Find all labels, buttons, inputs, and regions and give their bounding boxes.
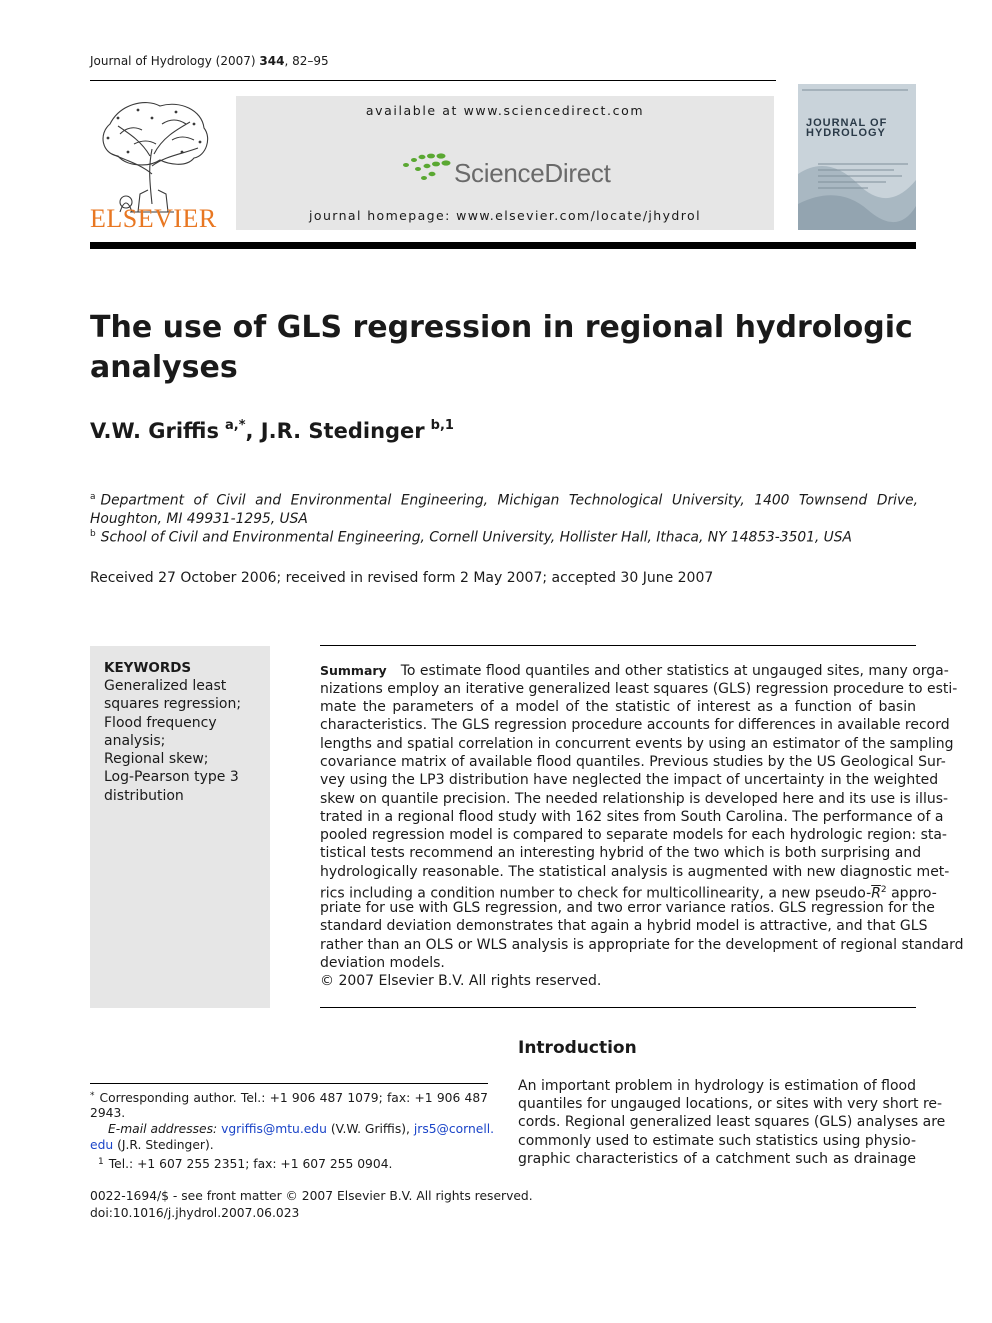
article-title: The use of GLS regression in regional hydrologic analyses (90, 310, 913, 385)
cover-artwork (798, 84, 916, 230)
abstract-line: characteristics. The GLS regression procedure accounts for differences in available record (320, 717, 950, 733)
footnote-corresponding-cont: 2943. (90, 1106, 126, 1120)
keyword-line: Generalized least (104, 678, 227, 694)
footnote-emails (90, 1121, 495, 1137)
introduction-line: quantiles for ungauged locations, or sites with very short re- (518, 1096, 943, 1112)
email-stedinger-owner: (J.R. Stedinger). (113, 1138, 214, 1152)
keyword-line: analysis; (104, 733, 166, 749)
footnote-star-mark: * (90, 1091, 95, 1101)
abstract-line: standard deviation demonstrates that again a hybrid model is attractive, and that GLS (320, 918, 928, 934)
cover-title-line2: HYDROLOGY (806, 127, 886, 139)
keyword-line: Flood frequency (104, 715, 217, 731)
affiliation-b-text: School of Civil and Environmental Engineering, Cornell University, Hollister Hall, Ithaca, NY 14853-3501, USA (100, 529, 852, 546)
pseudo-r-squared: $\overline{R}$ (871, 885, 881, 902)
abstract-line (320, 881, 937, 902)
keyword-line: squares regression; (104, 696, 242, 712)
keyword-line: Regional skew; (104, 751, 209, 767)
available-at-link[interactable]: available at www.sciencedirect.com (365, 103, 645, 118)
affiliation-b (90, 525, 918, 547)
journal-volume: 344 (259, 54, 285, 68)
sciencedirect-wordmark: ScienceDirect (454, 158, 611, 188)
pseudo-r-squared-exponent: 2 (880, 885, 887, 895)
keywords-heading: KEYWORDS (104, 660, 192, 676)
header-divider (90, 80, 776, 81)
header-thick-rule (90, 242, 916, 249)
introduction-line: commonly used to estimate such statistics using physio- (518, 1133, 916, 1149)
cover-journal-title (806, 118, 916, 138)
introduction-line: cords. Regional generalized least squares (GLS) analyses are (518, 1114, 946, 1130)
footnote-1 (90, 1154, 496, 1172)
affiliation-b-label: b (90, 529, 96, 539)
email-stedinger-link-cont[interactable]: edu (90, 1138, 114, 1152)
introduction-line: An important problem in hydrology is estimation of flood (518, 1078, 916, 1094)
footnote-1-text: Tel.: +1 607 255 2351; fax: +1 607 255 0904. (108, 1157, 393, 1171)
doi[interactable]: doi:10.1016/j.jhydrol.2007.06.023 (90, 1206, 300, 1220)
keyword-line: distribution (104, 788, 184, 804)
abstract-line-text: rics including a condition number to check for multicollinearity, a new pseudo- (320, 885, 872, 902)
abstract-line: lengths and spatial correlation in concurrent events by using an estimator of the sampling (320, 736, 954, 752)
footnote-corresponding-text: Corresponding author. Tel.: +1 906 487 1079; fax: +1 906 487 (99, 1091, 488, 1105)
affiliation-a (90, 488, 918, 528)
journal-name: Journal of Hydrology (2007) (90, 54, 260, 68)
cover-title-line1: JOURNAL OF (806, 117, 888, 129)
abstract-line-tail: appro- (886, 885, 937, 902)
abstract-line: mate the parameters of a model of the statistic of interest as a function of basin (320, 699, 916, 715)
email-griffis-owner: (V.W. Griffis), (326, 1122, 414, 1136)
author-list (90, 418, 454, 443)
introduction-heading: Introduction (518, 1038, 637, 1058)
footnote-1-mark: 1 (98, 1157, 104, 1167)
journal-pages: , 82–95 (284, 54, 329, 68)
introduction-line: graphic characteristics of a catchment such as drainage (518, 1151, 916, 1167)
email-griffis-link[interactable]: vgriffis@mtu.edu (221, 1122, 327, 1136)
journal-homepage-link[interactable]: journal homepage: www.elsevier.com/locate/jhydrol (309, 208, 701, 223)
email-stedinger-link[interactable]: jrs5@cornell. (413, 1122, 495, 1136)
abstract-line (320, 662, 949, 680)
abstract-line: covariance matrix of available flood quantiles. Previous studies by the US Geological Sur- (320, 754, 946, 770)
author-griffis[interactable]: V.W. Griffis (90, 419, 219, 443)
abstract-line: deviation models. (320, 955, 445, 971)
abstract-line: nizations employ an iterative generalized least squares (GLS) regression procedure to esti- (320, 681, 958, 697)
journal-reference (90, 54, 329, 68)
abstract-label: Summary (320, 663, 387, 678)
abstract-line: tistical tests recommend an interesting hybrid of the two which is both surprising and (320, 845, 922, 861)
author-griffis-affiliation-mark[interactable]: a,* (224, 418, 246, 433)
abstract-line: vey using the LP3 distribution have neglected the impact of uncertainty in the weighted (320, 772, 939, 788)
abstract-line: rather than an OLS or WLS analysis is appropriate for the development of regional standard (320, 937, 964, 953)
affiliation-a-text: Department of Civil and Environmental Engineering, Michigan Technological University, 1400 Townsend Drive, Houghton, MI 49931-1295, USA (90, 492, 918, 527)
author-stedinger[interactable]: , J.R. Stedinger (245, 419, 425, 443)
email-label: E-mail addresses: (108, 1122, 218, 1136)
abstract-line: priate for use with GLS regression, and two error variance ratios. GLS regression for the (320, 900, 935, 916)
affiliation-a-label: a (90, 492, 96, 502)
abstract-top-rule (320, 645, 916, 646)
footnote-emails-cont (90, 1137, 488, 1153)
abstract-line-text: To estimate flood quantiles and other statistics at ungauged sites, many orga- (400, 663, 949, 679)
footnote-corresponding (90, 1088, 488, 1106)
abstract-line: hydrologically reasonable. The statistical analysis is augmented with new diagnostic met- (320, 864, 950, 880)
front-matter-copyright: 0022-1694/$ - see front matter © 2007 Elsevier B.V. All rights reserved. (90, 1189, 533, 1203)
journal-cover-image (798, 84, 916, 230)
abstract-line: pooled regression model is compared to separate models for each hydrologic region: sta- (320, 827, 947, 843)
abstract-bottom-rule (320, 1007, 916, 1008)
author-stedinger-affiliation-mark[interactable]: b,1 (430, 418, 454, 433)
abstract-copyright: © 2007 Elsevier B.V. All rights reserved. (320, 973, 602, 989)
keyword-line: Log-Pearson type 3 (104, 769, 239, 785)
article-history: Received 27 October 2006; received in revised form 2 May 2007; accepted 30 June 2007 (90, 570, 714, 586)
footnote-rule (90, 1083, 488, 1084)
abstract-line: trated in a regional flood study with 162 sites from South Carolina. The performance of a (320, 809, 944, 825)
abstract-line: skew on quantile precision. The needed relationship is developed here and its use is illus- (320, 791, 949, 807)
elsevier-wordmark: ELSEVIER (90, 204, 217, 233)
